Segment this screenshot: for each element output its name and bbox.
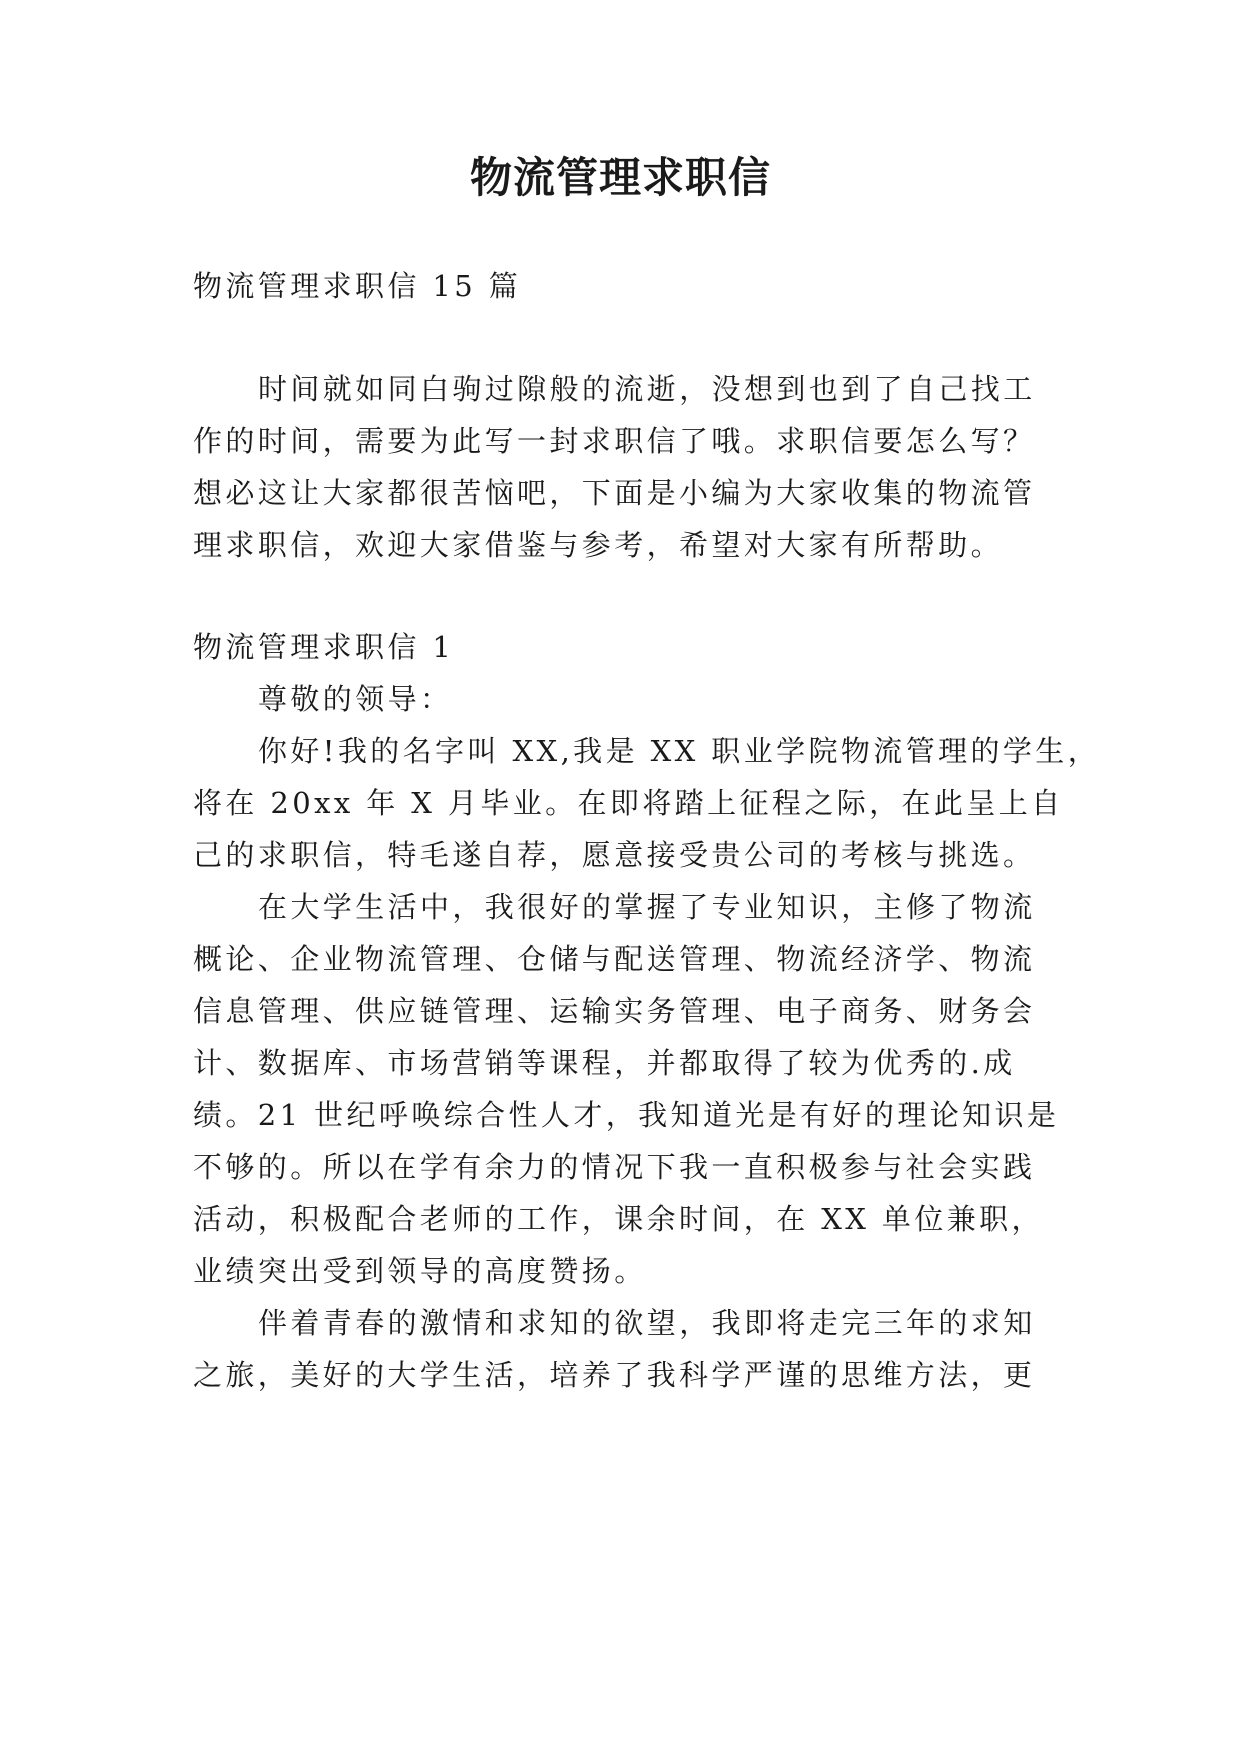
intro-line: 理求职信，欢迎大家借鉴与参考，希望对大家有所帮助。	[193, 528, 1004, 562]
document-title: 物流管理求职信	[469, 153, 771, 202]
body-line: 绩。21 世纪呼唤综合性人才，我知道光是有好的理论知识是	[193, 1098, 1060, 1132]
body-line: 业绩突出受到领导的高度赞扬。	[193, 1254, 647, 1288]
body-line: 在大学生活中，我很好的掌握了专业知识，主修了物流	[258, 890, 1036, 924]
intro-line: 想必这让大家都很苦恼吧，下面是小编为大家收集的物流管	[193, 476, 1036, 510]
body-line: 将在 20xx 年 X 月毕业。在即将踏上征程之际，在此呈上自	[193, 786, 1064, 820]
body-line: 之旅，美好的大学生活，培养了我科学严谨的思维方法，更	[193, 1358, 1036, 1392]
body-line: 己的求职信，特毛遂自荐，愿意接受贵公司的考核与挑选。	[193, 838, 1036, 872]
body-line: 计、数据库、市场营销等课程，并都取得了较为优秀的.成	[193, 1046, 1016, 1080]
body-line: 信息管理、供应链管理、运输实务管理、电子商务、财务会	[193, 994, 1036, 1028]
body-line: 不够的。所以在学有余力的情况下我一直积极参与社会实践	[193, 1150, 1036, 1184]
body-line: 概论、企业物流管理、仓储与配送管理、物流经济学、物流	[193, 942, 1036, 976]
body-line: 活动，积极配合老师的工作，课余时间，在 XX 单位兼职，	[193, 1202, 1044, 1236]
body-line: 你好!我的名字叫 XX,我是 XX 职业学院物流管理的学生，	[258, 734, 1101, 768]
body-line: 伴着青春的激情和求知的欲望，我即将走完三年的求知	[258, 1306, 1036, 1340]
salutation: 尊敬的领导：	[258, 682, 453, 716]
section-heading: 物流管理求职信 1	[193, 630, 455, 664]
intro-line: 时间就如同白驹过隙般的流逝，没想到也到了自己找工	[258, 372, 1036, 406]
document-subtitle: 物流管理求职信 15 篇	[193, 269, 522, 303]
intro-line: 作的时间，需要为此写一封求职信了哦。求职信要怎么写？	[193, 424, 1036, 458]
